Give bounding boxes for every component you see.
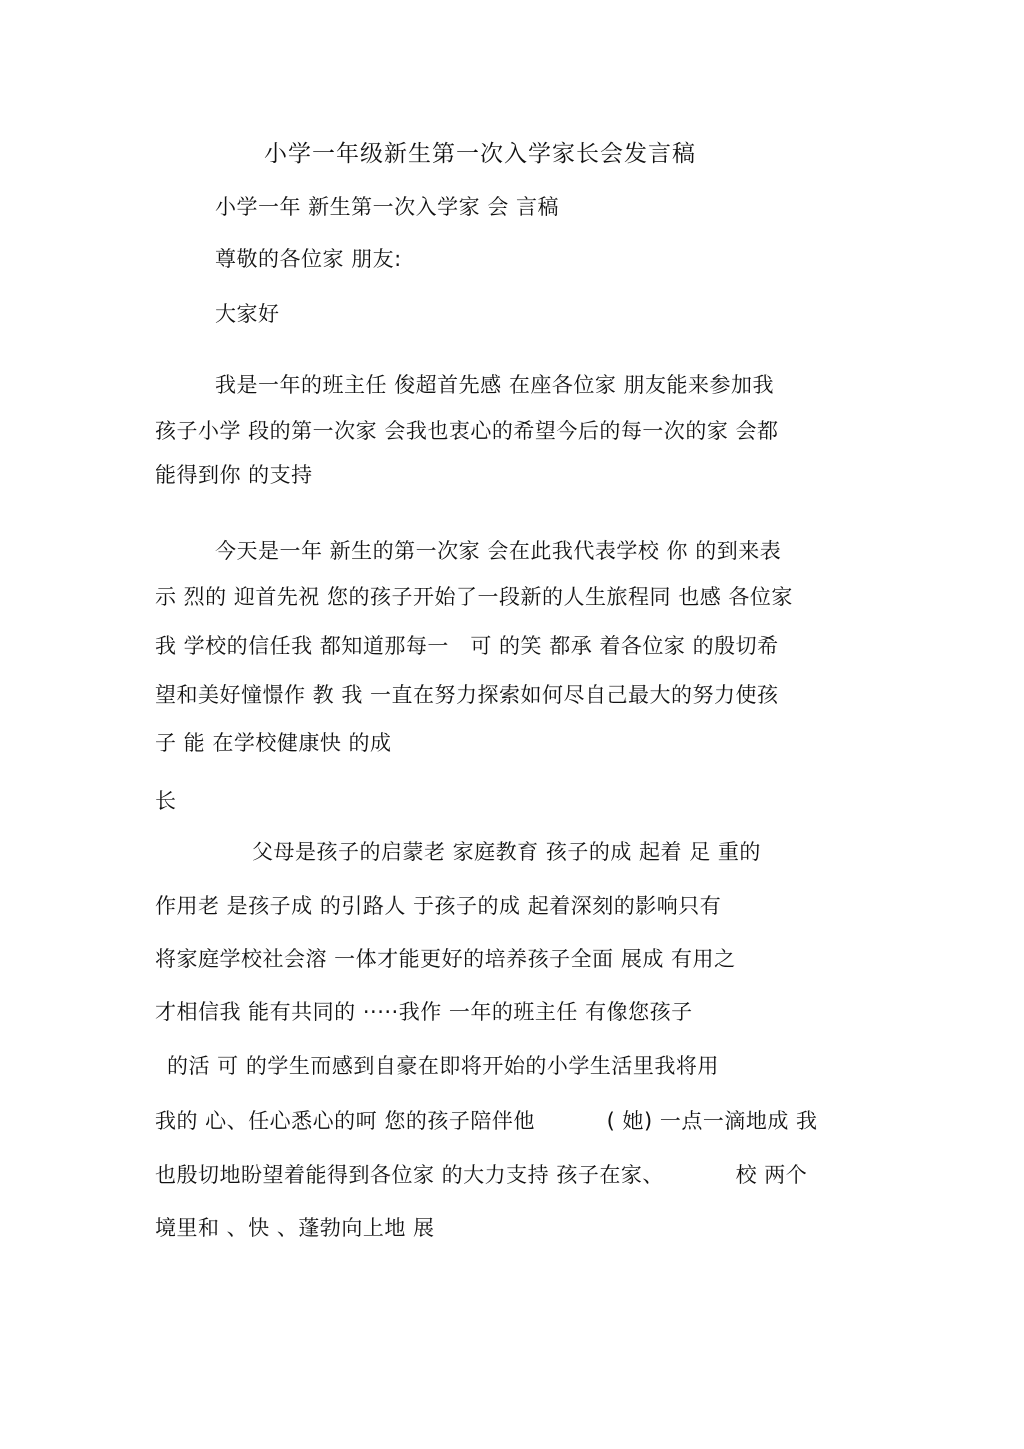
paragraph-2-line-4: 望和美好憧憬作 教 我 一直在努力探索如何尽自己最大的努力使孩 [155,683,779,707]
paragraph-1-line-2: 孩子小学 段的第一次家 会我也衷心的希望今后的每一次的家 会都 [155,419,779,443]
paragraph-2-line-3: 我 学校的信任我 都知道那每一 可 的笑 都承 着各位家 的殷切希 [155,634,779,658]
paragraph-3-line-4: 才相信我 能有共同的 ·····我作 一年的班主任 有像您孩子 [155,1000,693,1024]
paragraph-3-line-8: 境里和 、快 、蓬勃向上地 展 [155,1216,435,1240]
paragraph-3-line-3: 将家庭学校社会溶 一体才能更好的培养孩子全面 展成 有用之 [155,947,736,971]
salutation-line: 尊敬的各位家 朋友: [215,247,402,271]
paragraph-3-line-7: 也殷切地盼望着能得到各位家 的大力支持 孩子在家、 校 两个 [155,1163,808,1187]
document-title: 小学一年级新生第一次入学家长会发言稿 [264,141,696,167]
paragraph-1-line-3: 能得到你 的支持 [155,463,313,487]
paragraph-2-line-2: 示 烈的 迎首先祝 您的孩子开始了一段新的人生旅程同 也感 各位家 [155,585,793,609]
subtitle-line: 小学一年 新生第一次入学家 会 言稿 [215,195,560,219]
paragraph-3-line-2: 作用老 是孩子成 的引路人 于孩子的成 起着深刻的影响只有 [155,894,722,918]
paragraph-1-line-1: 我是一年的班主任 俊超首先感 在座各位家 朋友能来参加我 [215,373,775,397]
paragraph-3-line-6: 我的 心、任心悉心的呵 您的孩子陪伴他 ( 她) 一点一滴地成 我 [155,1109,818,1133]
paragraph-3-line-5: 的活 可 的学生而感到自豪在即将开始的小学生活里我将用 [167,1054,719,1078]
paragraph-2-line-1: 今天是一年 新生的第一次家 会在此我代表学校 你 的到来表 [215,539,782,563]
paragraph-3-line-1: 父母是孩子的启蒙老 家庭教育 孩子的成 起着 足 重的 [252,840,761,864]
greeting-line: 大家好 [215,302,280,326]
paragraph-2-line-5: 子 能 在学校健康快 的成 [155,731,392,755]
paragraph-2-line-6: 长 [155,789,177,813]
